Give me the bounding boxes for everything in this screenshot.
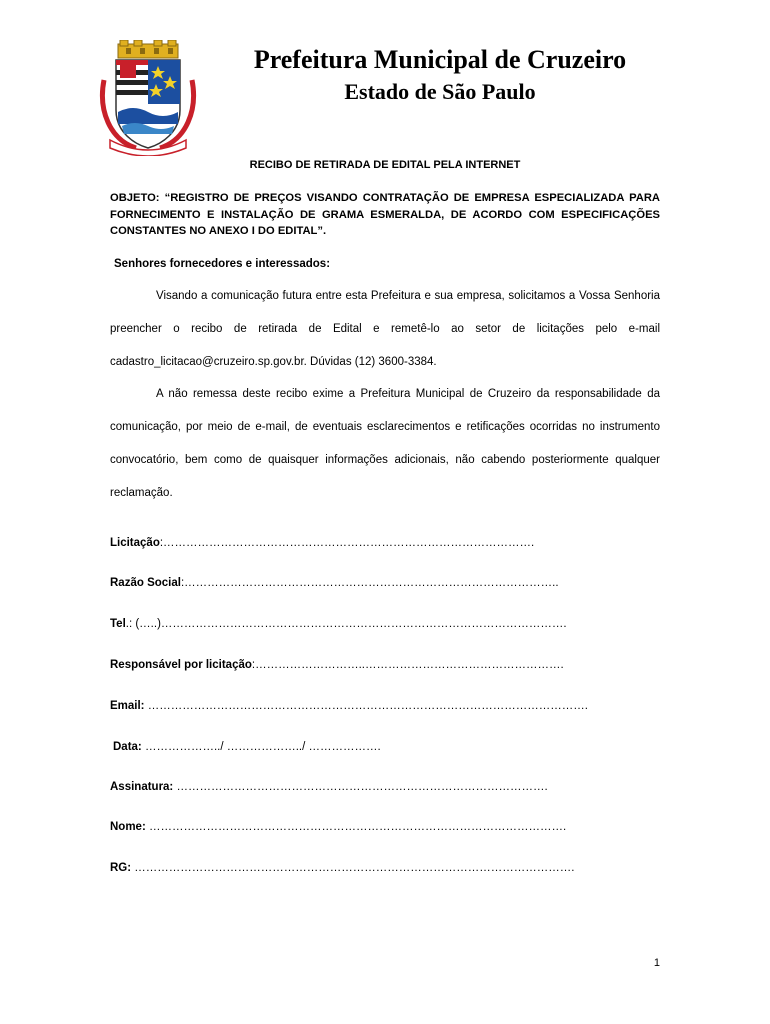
municipal-coat-of-arms-icon	[96, 40, 200, 156]
field-nome	[110, 819, 670, 835]
field-rg	[110, 860, 670, 876]
field-blank: …………………………………………………………………………………………………….	[131, 862, 575, 874]
field-label: Razão Social	[110, 577, 181, 589]
field-label: Responsável por licitação	[110, 659, 252, 671]
field-blank: …………………………………………………………………………………….	[173, 781, 548, 793]
paragraph-disclaimer: A não remessa deste recibo exime a Prefeitura Municipal de Cruzeiro da responsabilidade da comunicação, por meio de e-mail, de eventuais esclarecimentos e retificações ocorridas no instrumento convocatório, bem como de quaisquer informações adicionais, não cabendo posteriormente qualquer reclamação.	[110, 388, 660, 499]
field-blank: .: (…..)…………………………………………………………………………………………….	[125, 618, 567, 630]
paragraph-communication: Visando a comunicação futura entre esta Prefeitura e sua empresa, solicitamos a Vossa Senhoria preencher o recibo de retirada de Edital e remetê-lo ao setor de licitações pelo e-mail cadastro_licitacao@cruzeiro.sp.gov.br. Dúvidas (12) 3600-3384.	[110, 290, 660, 368]
field-razao-social	[110, 575, 670, 591]
field-label: Licitação	[110, 537, 160, 549]
objeto-text: OBJETO: “REGISTRO DE PREÇOS VISANDO CONTRATAÇÃO DE EMPRESA ESPECIALIZADA PARA FORNECIMENTO E INSTALAÇÃO DE GRAMA ESMERALDA, DE ACORDO COM ESPECIFICAÇÕES CONSTANTES NO ANEXO I DO EDITAL”.	[110, 192, 660, 237]
field-blank: :……………………………………………………………………………………..	[180, 577, 559, 589]
field-blank: :…………………………………………………………………………………….	[159, 537, 535, 549]
field-blank: …………………………………………………………………………………………………….	[144, 700, 588, 712]
field-blank: :………………………..…………………………………………….	[251, 659, 564, 671]
field-licitacao	[110, 535, 670, 551]
page-number: 1	[653, 957, 660, 969]
field-assinatura	[110, 779, 670, 795]
field-label: Assinatura:	[110, 781, 174, 793]
field-responsavel	[110, 657, 670, 673]
field-label: Nome:	[110, 821, 146, 833]
field-label: RG:	[110, 862, 132, 874]
field-label: Email:	[110, 700, 145, 712]
field-email	[110, 698, 670, 714]
field-blank: ………………../ ………………../ ……………….	[141, 741, 381, 753]
field-blank: ……………………………………………………………………………………………….	[145, 821, 567, 833]
field-label: Data:	[113, 741, 142, 753]
header-subtitle: Estado de São Paulo	[344, 79, 536, 104]
field-data	[113, 739, 673, 755]
header-title: Prefeitura Municipal de Cruzeiro	[253, 45, 627, 74]
field-label: Tel	[110, 618, 126, 630]
salutation: Senhores fornecedores e interessados:	[114, 258, 331, 270]
field-tel	[110, 616, 670, 632]
document-title: RECIBO DE RETIRADA DE EDITAL PELA INTERNET	[249, 159, 521, 171]
